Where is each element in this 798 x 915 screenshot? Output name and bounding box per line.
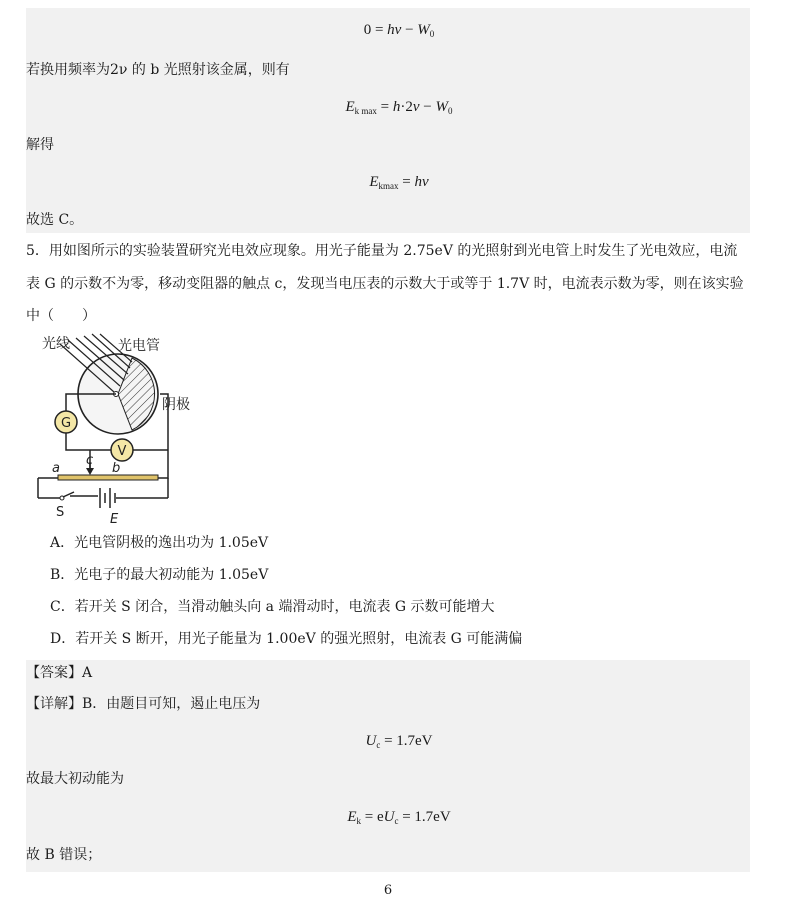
- equation-stopping-voltage: $U_c = 1.7eV$: [365, 733, 433, 750]
- label-e: E: [110, 512, 119, 526]
- label-b: b: [112, 461, 121, 476]
- detail-label: 【详解】B．由题目可知，遏止电压为: [26, 696, 261, 712]
- label-tube: 光电管: [118, 338, 160, 354]
- page-number: 6: [383, 883, 393, 898]
- choice-a: A．光电管阴极的逸出功为 1.05eV: [50, 535, 269, 551]
- label-cathode: 阴极: [162, 397, 190, 413]
- choice-c: C．若开关 S 闭合，当滑动触头向 a 端滑动时，电流表 G 示数可能增大: [50, 599, 495, 615]
- text-solve: 解得: [26, 137, 54, 153]
- label-a: a: [52, 461, 60, 476]
- galvanometer-label: G: [60, 416, 72, 431]
- text-b-wrong: 故 B 错误；: [26, 847, 102, 863]
- text-replace-light: 若换用频率为2ν 的 b 光照射该金属，则有: [26, 62, 290, 78]
- equation-ek: $E_k = eU_c = 1.7eV$: [347, 809, 451, 826]
- question-line-1: 5．用如图所示的实验装置研究光电效应现象。用光子能量为 2.75eV 的光照射到光电管上时发生了光电效应，电流: [26, 243, 738, 259]
- choice-b: B．光电子的最大初动能为 1.05eV: [50, 567, 269, 583]
- label-light: 光线: [42, 336, 70, 352]
- text-select-c: 故选 C。: [26, 212, 84, 228]
- voltmeter-label: V: [117, 444, 127, 459]
- rheostat-bar: [58, 475, 158, 480]
- equation-photoelectric-zero: $0 = h\nu - W_0$: [363, 22, 435, 39]
- answer-label: 【答案】A: [26, 665, 93, 681]
- answer-shade-bottom: [26, 660, 750, 872]
- label-s: S: [56, 505, 65, 520]
- battery: [100, 488, 115, 508]
- label-c: c: [86, 453, 94, 468]
- text-max-ke: 故最大初动能为: [26, 771, 124, 787]
- choice-d: D．若开关 S 断开，用光子能量为 1.00eV 的强光照射，电流表 G 可能满偏: [50, 631, 523, 647]
- equation-ekmax-result: $E_{kmax} = h\nu$: [369, 174, 429, 191]
- question-line-2: 表 G 的示数不为零，移动变阻器的触点 c，发现当电压表的示数大于或等于 1.7V 时，电流表示数为零，则在该实验: [26, 276, 744, 292]
- photoelectric-circuit-diagram: [30, 330, 210, 526]
- equation-ekmax-2nu: $E_{k max} = h\cdot 2\nu - W_0$: [345, 99, 453, 116]
- question-line-3: 中（ ）: [26, 308, 96, 324]
